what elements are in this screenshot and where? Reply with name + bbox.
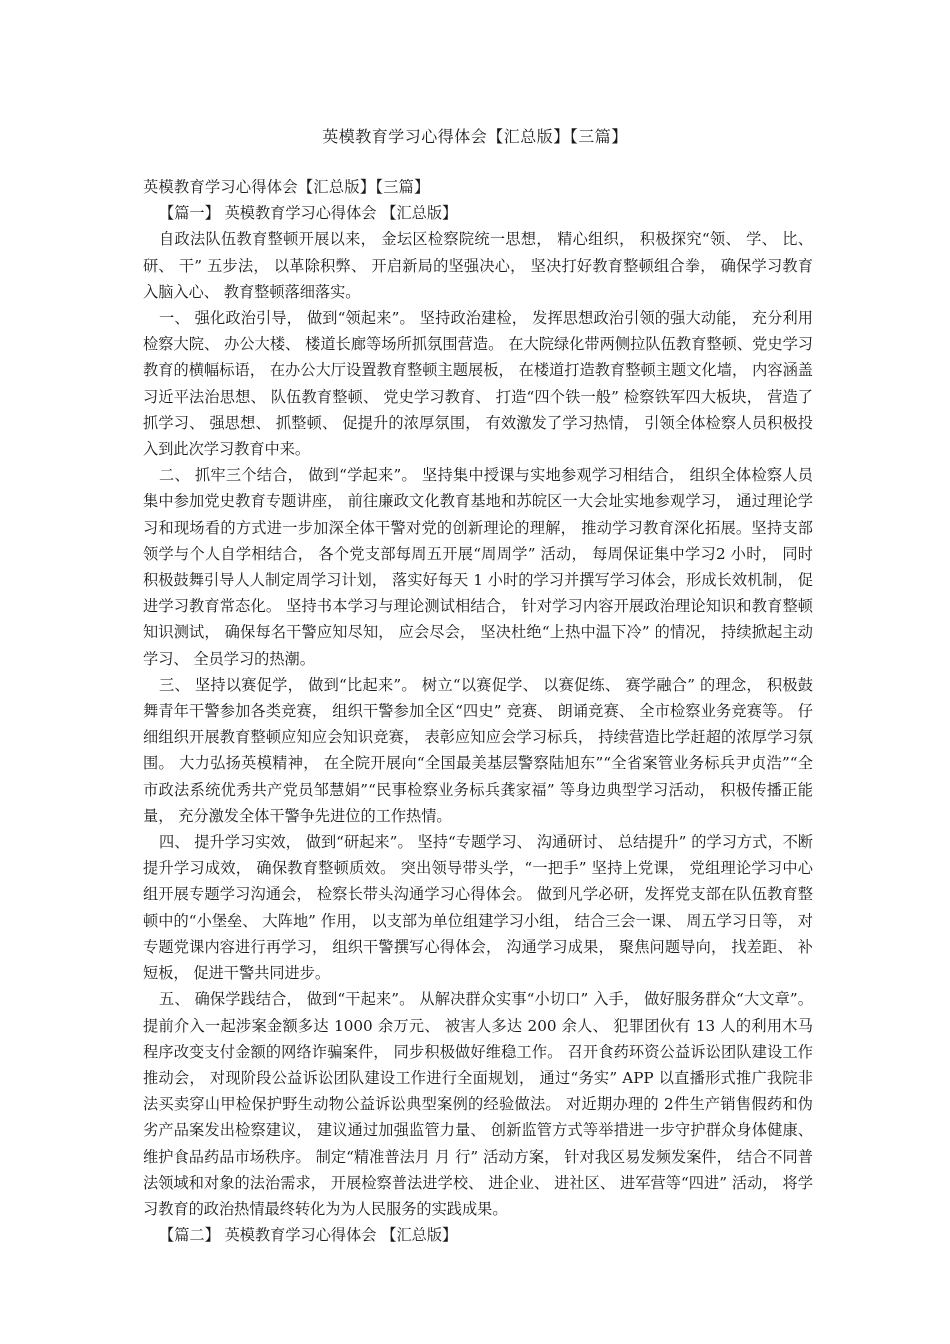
page-title: 英模教育学习心得体会【汇总版】【三篇】 <box>322 127 628 146</box>
section-one-heading: 【篇一】 英模教育学习心得体会 【汇总版】 <box>159 204 458 223</box>
document-subtitle: 英模教育学习心得体会【汇总版】【三篇】 <box>143 178 430 196</box>
paragraph-point-four: 四、 提升学习实效， 做到“研起来”。 坚持“专题学习、 沟通研讨、 总结提升” 的学习方式，不断提升学习成效， 确保教育整顿质效。 突出领导带头学，“一把手” 坚持上党课， 党组理论学习中心组开展专题学习沟通会， 检察长带头沟通学习心得体会。 做到凡学必研，发挥党支部在队伍教育整顿中的“小堡垒、 大阵地” 作用， 以支部为单位组建学习小组， 结合三会一课、 周五学习日等， 对专题党课内容进行再学习， 组织干警撰写心得体会， 沟通学习成果， 聚焦问题导向， 找差距、 补短板， 促进干警共同进步。 <box>143 833 813 983</box>
document-body <box>143 174 813 1248</box>
paragraph-point-two: 二、 抓牢三个结合， 做到“学起来”。 坚持集中授课与实地参观学习相结合， 组织全体检察人员集中参加党史教育专题讲座， 前往廉政文化教育基地和苏皖区一大会址实地参观学习， 通过理论学习和现场看的方式进一步加深全体干警对党的创新理论的理解， 推动学习教育深化拓展。坚持支部领学与个人自学相结合， 各个党支部每周五开展“周周学” 活动， 每周保证集中学习2 小时， 同时积极鼓舞引导人人制定周学习计划， 落实好每天 1 小时的学习并撰写学习体会，形成长效机制， 促进学习教育常态化。 坚持书本学习与理论测试相结合， 针对学习内容开展政治理论知识和教育整顿知识测试， 确保每名干警应知尽知， 应会尽会， 坚决杜绝“上热中温下冷” 的情况， 持续掀起主动学习、 全员学习的热潮。 <box>143 466 813 668</box>
paragraph-intro: 自政法队伍教育整顿开展以来， 金坛区检察院统一思想， 精心组织， 积极探究“领、 学、 比、 研、 干” 五步法， 以革除积弊、 开启新局的坚强决心， 坚决打好教育整顿组合拳， 确保学习教育入脑入心、 教育整顿落细落实。 <box>143 230 813 301</box>
paragraph-point-five: 五、 确保学践结合， 做到“干起来”。 从解决群众实事“小切口” 入手， 做好服务群众“大文章”。 提前介入一起涉案金额多达 1000 余万元、 被害人多达 200 余人、 犯罪团伙有 13 人的利用木马程序改变支付金额的网络诈骗案件， 同步积极做好维稳工作。 召开食药环资公益诉讼团队建设工作推动会， 对现阶段公益诉讼团队建设工作进行全面规划， 通过“务实” APP 以直播形式推广我院非法买卖穿山甲检保护野生动物公益诉讼典型案例的经验做法。 对近期办理的 2件生产销售假药和伪劣产品案发出检察建议， 建议通过加强监管力量、 创新监管方式等举措进一步守护群众身体健康、 维护食品药品市场秩序。 制定“精准普法月 月 行” 活动方案， 针对我区易发频发案件， 结合不同普法领域和对象的法治需求， 开展检察普法进学校、 进企业、 进社区、 进军营等“四进” 活动， 将学习教育的政治热情最终转化为为人民服务的实践成果。 <box>143 990 813 1218</box>
paragraph-point-one: 一、 强化政治引导， 做到“领起来”。 坚持政治建检， 发挥思想政治引领的强大动能， 充分利用检察大院、 办公大楼、 楼道长廊等场所抓氛围营造。 在大院绿化带两侧拉队伍教育整顿、党史学习教育的横幅标语， 在办公大厅设置教育整顿主题展板， 在楼道打造教育整顿主题文化墙， 内容涵盖习近平法治思想、 队伍教育整顿、 党史学习教育、 打造“四个铁一般” 检察铁军四大板块， 营造了抓学习、 强思想、 抓整顿、 促提升的浓厚氛围， 有效激发了学习热情， 引领全体检察人员积极投入到此次学习教育中来。 <box>143 309 813 459</box>
section-two-heading: 【篇二】 英模教育学习心得体会 【汇总版】 <box>159 1226 458 1245</box>
paragraph-point-three: 三、 坚持以赛促学， 做到“比起来”。 树立“以赛促学、 以赛促练、 赛学融合” 的理念， 积极鼓舞青年干警参加各类竞赛， 组织干警参加全区“四史” 竞赛、 朗诵竞赛、 全市检察业务竞赛等。 仔细组织开展教育整顿应知应会知识竞赛， 表彰应知应会学习标兵， 持续营造比学赶超的浓厚学习氛围。 大力弘扬英模精神， 在全院开展向“全国最美基层警察陆旭东”“全省案管业务标兵尹贞浩”“全市政法系统优秀共产党员邹慧娟”“民事检察业务标兵龚家福” 等身边典型学习活动， 积极传播正能量， 充分激发全体干警争先进位的工作热情。 <box>143 675 813 825</box>
